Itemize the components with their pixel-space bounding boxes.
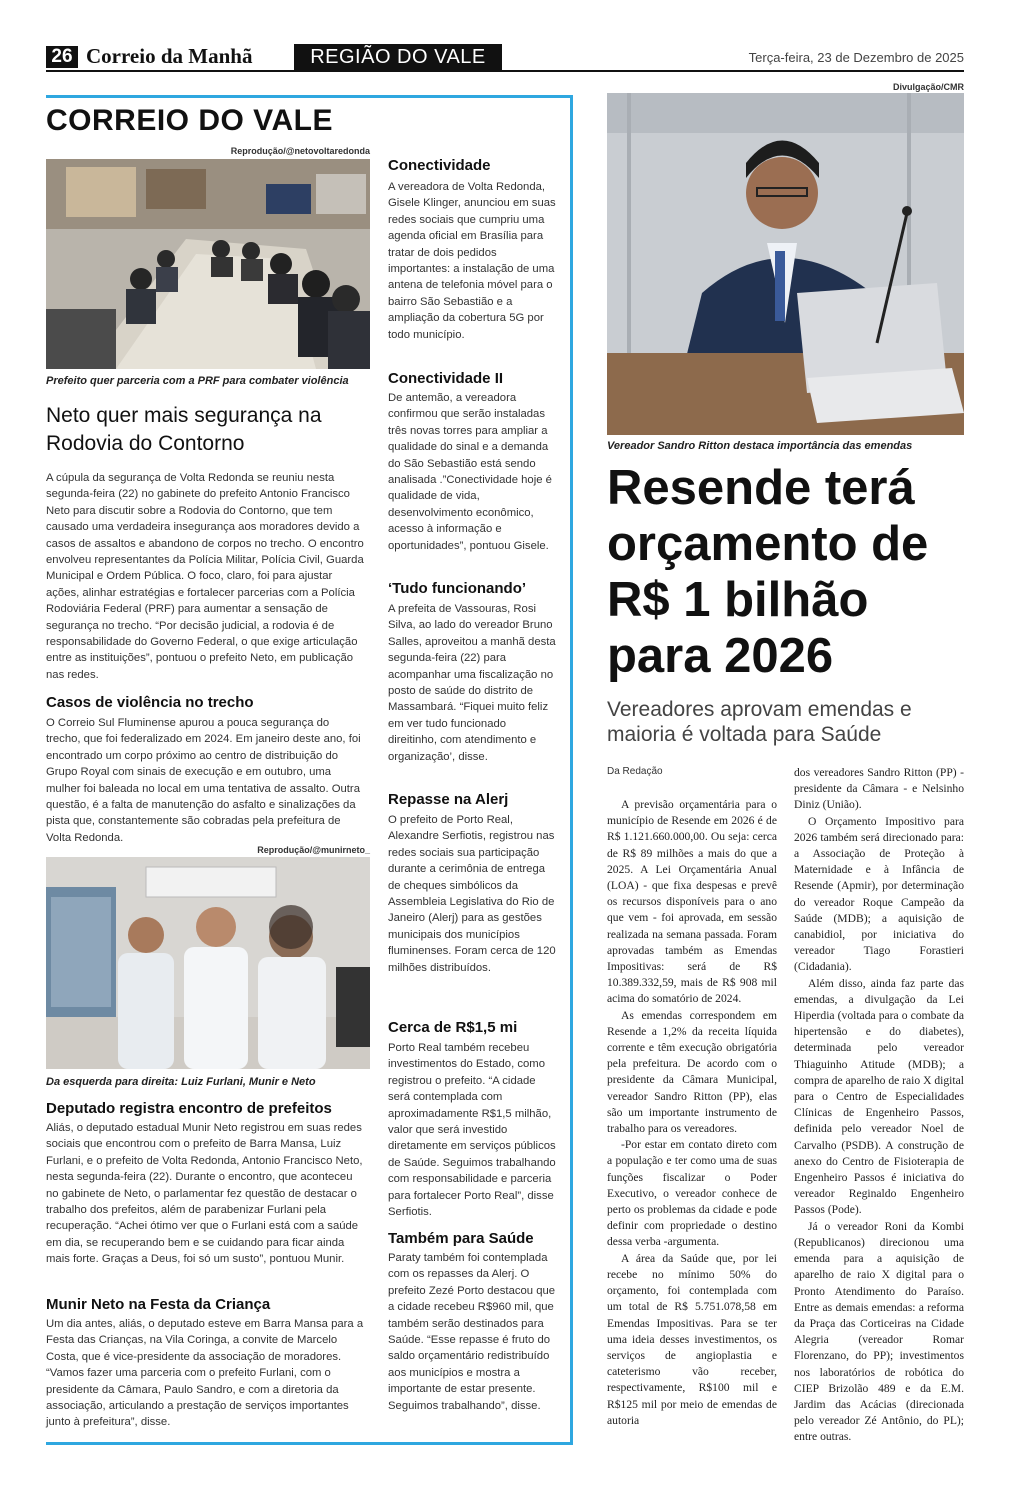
- note6-body: Paraty também foi contemplada com os repasses da Alerj. O prefeito Zezé Porto destacou que a cidade recebeu R$960 mil, que também serão destinados para Saúde. “Esse repasse é fruto do saldo orçamentário redistribuído aos municípios e mostra a importante de estar presente. Seguimos trabalhando”, disse.: [388, 1252, 556, 1412]
- page-number: 26: [46, 46, 78, 68]
- note5-body: Porto Real também recebeu investimentos do Estado, como registrou o prefeito. “A cidade será contemplada com aproximadamente R$1,5 milhão, valor que será investido diretamente em serviços públicos de Saúde. Seguimos trabalhando com responsabilidade e parceria para fortalecer Porto Real”, disse Serfiotis.: [388, 1042, 556, 1219]
- article-paragraph: O Orçamento Impositivo para 2026 também será direcionado para: a Associação de Proteção à Maternidade e à Infância de Resende (Apmir), por determinação do vereador Roque Campeão da Saúde (MDB); a aquisição de canabidiol, por iniciativa do vereador Tiago Forastieri (Cidadania).: [794, 814, 964, 974]
- article-paragraph: dos vereadores Sandro Ritton (PP) - presidente da Câmara - e Nelsinho Diniz (União).: [794, 766, 964, 812]
- subheadline: Vereadores aprovam emendas e maioria é voltada para Saúde: [607, 698, 912, 746]
- story3-title: Deputado registra encontro de prefeitos: [46, 1100, 332, 1117]
- photo2-credit: Reprodução/@munirneto_: [257, 845, 370, 855]
- note3-body: A prefeita de Vassouras, Rosi Silva, ao lado do vereador Bruno Salles, aproveitou a manhã desta segunda-feira (22) para acompanhar uma fiscalização no posto de saúde do distrito de Massambará. “Fiquei muito feliz em ver tudo funcionado direitinho, com atendimento e organização’, disse.: [388, 603, 556, 763]
- main-photo-credit: Divulgação/CMR: [892, 82, 964, 92]
- article-column-2: [794, 765, 964, 1446]
- note4-title: Repasse na Alerj: [388, 791, 509, 808]
- column-frame-bottom: [46, 1442, 573, 1445]
- story3-body: Aliás, o deputado estadual Munir Neto registrou em suas redes sociais que encontrou com o prefeito de Barra Mansa, Luiz Furlani, e o prefeito de Volta Redonda, Antonio Francisco Neto, nesta segunda-feira (22). Durante o encontro, que aconteceu no gabinete de Neto, o parlamentar fez questão de destacar o trabalho dos prefeitos, além de parabenizar Furlani pela recuperação. “Achei ótimo ver que o Furlani está com a saúde em dia, se recuperando bem e se cuidando para ficar ainda mais forte. Graças a Deus, foi só um susto”, pontuou Munir.: [46, 1122, 363, 1266]
- note5-title: Cerca de R$1,5 mi: [388, 1019, 518, 1036]
- note3-title: ‘Tudo funcionando’: [388, 580, 527, 597]
- column-frame-right: [570, 95, 573, 1445]
- byline: Da Redação: [607, 766, 663, 777]
- story1-body: A cúpula da segurança de Volta Redonda se reuniu nesta segunda-feira (22) no gabinete do prefeito Antonio Francisco Neto para discutir sobre a Rodovia do Contorno, que tem causado uma verdadeira insegurança aos moradores devido a casos de assaltos e abandono de corpos no trecho. O encontro envolveu representantes da Polícia Militar, Polícia Civil, Guarda Municipal e Ordem Pública. O foco, claro, foi para ajustar ações, alinhar estratégias e fortalecer parcerias com a Polícia Rodoviária Federal (PRF) para aumentar a sensação de segurança no trecho. “Por decisão judicial, a rodovia é de responsabilidade do Governo Federal, o que exige articulação entre as instituições”, pontuou o prefeito Neto, em publicação nas redes.: [46, 472, 364, 681]
- main-photo-caption: Vereador Sandro Ritton destaca importância das emendas: [607, 440, 913, 452]
- note2-title: Conectividade II: [388, 370, 504, 387]
- story4-body: Um dia antes, aliás, o deputado esteve em Barra Mansa para a Festa das Crianças, na Vila Coringa, a convite de Marcelo Costa, que é vice-presidente da associação de moradores. “Vamos fazer uma parceria com o prefeito Furlani, com o presidente da Câmara, Paulo Sandro, e com a diretoria da associação, articulando a prestação de serviços importantes junto à prefeitura”, disse.: [46, 1318, 364, 1429]
- story2-title: Casos de violência no trecho: [46, 694, 254, 711]
- article-paragraph: Além disso, ainda faz parte das emendas, a divulgação da Lei Hiperdia (voltada para o combate da hipertensão e do diabetes), determinada pelo vereador Thiaguinho Atitude (MDB); a compra de aparelho de raio X digital para o Centro de Especialidades Clínicas de Engenheiro Passos, definida pelo vereador Noel de Carvalho (PSDB). A construção de anexo do Centro de Fisioterapia de Engenheiro Passos é iniciativa do vereador Reginaldo Engenheiro Passos (Pode).: [794, 976, 964, 1217]
- headline: Resende terá orçamento de R$ 1 bilhão para 2026: [607, 461, 929, 683]
- main-photo: [607, 93, 964, 435]
- note1-title: Conectividade: [388, 157, 491, 174]
- section-label: REGIÃO DO VALE: [294, 44, 502, 70]
- column-frame-topbar: [46, 95, 573, 98]
- note4-body: O prefeito de Porto Real, Alexandre Serfiotis, registrou nas redes sociais sua participação durante a cerimônia de entrega de cheques simbólicos da Assembleia Legislativa do Rio de Janeiro (Alerj) para as gestões municipais dos municípios fluminenses. Foram cerca de 120 milhões distribuídos.: [388, 814, 556, 974]
- photo2-caption: Da esquerda para direita: Luiz Furlani, Munir e Neto: [46, 1076, 316, 1088]
- meeting-photo: [46, 159, 370, 369]
- article-paragraph: A área da Saúde que, por lei recebe no mínimo 50% do orçamento, foi contemplada com um total de R$ 5.751.078,58 em Emendas Impositivas. Para se ter uma ideia desses investimentos, os serviços de angioplastia e cateterismo vão receber, respectivamente, R$100 mil e R$125 mil por meio de emendas de autoria: [607, 1251, 777, 1427]
- story4-title: Munir Neto na Festa da Criança: [46, 1296, 271, 1313]
- header-rule: [46, 70, 964, 72]
- photo1-caption: Prefeito quer parceria com a PRF para combater violência: [46, 375, 349, 387]
- newspaper-name: Correio da Manhã: [86, 44, 253, 68]
- photo1-credit: Reprodução/@netovoltaredonda: [230, 146, 370, 156]
- story1-title: Neto quer mais segurança na Rodovia do Contorno: [46, 404, 322, 455]
- column-title: CORREIO DO VALE: [46, 104, 333, 137]
- article-column-1: [607, 797, 777, 1429]
- story2-body: O Correio Sul Fluminense apurou a pouca segurança do trecho, que foi federalizado em 2024. Em janeiro deste ano, foi encontrado um corpo próximo ao centro de distribuição do Grupo Royal com sinais de execução e em outubro, uma mulher foi baleada no local em uma tentativa de assalto. Outra questão, é a falta de manutenção do asfalto e sinalizações da pista que, constantemente são cobradas pela prefeitura de Volta Redonda.: [46, 717, 361, 844]
- article-paragraph: As emendas correspondem em Resende a 1,2% da receita líquida corrente e têm execução obrigatória pela prefeitura. De acordo com o presidente da Câmara Municipal, vereador Sandro Ritton (PP), elas são um importante instrumento de trabalho para os vereadores.: [607, 1008, 777, 1136]
- issue-date: Terça-feira, 23 de Dezembro de 2025: [748, 50, 964, 65]
- article-paragraph: Já o vereador Roni da Kombi (Republicanos) direcionou uma emenda para a aquisição de aparelho de raio X digital para o Pronto Atendimento do Paraíso. Entre as demais emendas: a reforma da Praça das Corticeiras na Cidade Alegria (vereador Romar Florenzano, do PP); investimentos nos laboratórios de robótica do CIEP Brizolão 489 e da E.M. Jardim das Acácias (direcionada pelo vereador Zé Antônio, do PL); entre outras.: [794, 1219, 964, 1444]
- article-paragraph: A previsão orçamentária para o município de Resende em 2026 é de R$ 1.121.660.000,00. Ou seja: cerca de R$ 89 milhões a mais do que a 2025. A Lei Orçamentária Anual (LOA) - que fixa despesas e prevê os recursos disponíveis para o ano que vem - foi aprovada, em sessão realizada na semana passada. Foram aprovadas também as Emendas Impositivas: será de R$ 10.389.332,59, mais de R$ 908 mil acima do somatório de 2024.: [607, 798, 777, 1006]
- note1-body: A vereadora de Volta Redonda, Gisele Klinger, anunciou em suas redes sociais que cumpriu uma agenda oficial em Brasília para tratar de dois pedidos importantes: a instalação de uma antena de telefonia móvel para o bairro São Sebastião e a ampliação da cobertura 5G por todo município.: [388, 181, 556, 341]
- note2-body: De antemão, a vereadora confirmou que serão instaladas três novas torres para ampliar a qualidade do sinal e a demanda do São Sebastião está sendo analisada .”Conectividade hoje é qualidade de vida, desenvolvimento econômico, acesso à informação e oportunidades”, pontuou Gisele.: [388, 392, 552, 552]
- article-paragraph: -Por estar em contato direto com a população e ter como uma de suas funções fiscalizar o Poder Executivo, o vereador conhece de perto os problemas da cidade e pode definir com propriedade o destino dessa verba -argumenta.: [607, 1138, 777, 1249]
- note6-title: Também para Saúde: [388, 1230, 534, 1247]
- politicians-photo: [46, 857, 370, 1069]
